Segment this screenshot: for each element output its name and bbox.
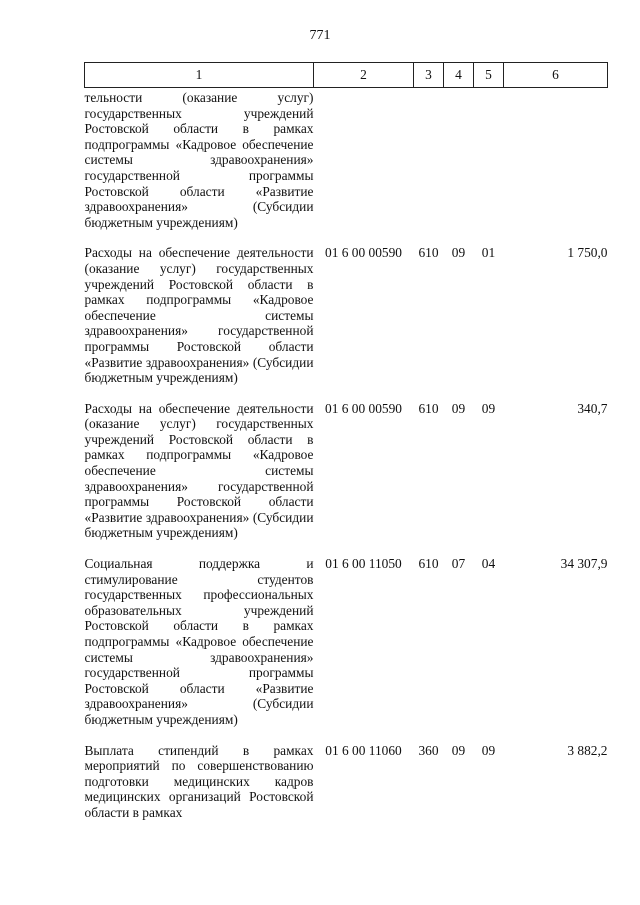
table-header-row [85,63,608,88]
table-row [85,245,608,400]
row-col-3: 610 [418,245,439,261]
page-number: 771 [309,28,331,43]
row-code: 01 6 00 00590 [325,245,402,261]
row-amount [504,88,608,246]
row-description: Выплата стипендий в рамках мероприятий по совершенствованию подготовки медицинских кадров медицинских организаций Ростовской области в рамках [84,742,314,820]
row-description: тельности (оказание услуг) государственных учреждений Ростовской области в рамках подпрограммы «Кадровое обеспечение системы здравоохранения» государственной программы Ростовской области «Развитие здравоохранения» (Субсидии бюджетным учреждениям) [84,90,314,230]
row-description: Социальная поддержка и стимулирование студентов государственных профессиональных образовательных учреждений Ростовской области в рамках подпрограммы «Кадровое обеспечение системы здравоохранения» государственной программы Ростовской области «Развитие здравоохранения» (Субсидии бюджетным учреждениям) [84,556,314,727]
row-col-3: 610 [418,400,439,416]
row-col-3: 360 [418,742,439,758]
row-code: 01 6 00 11060 [325,742,402,758]
row-amount: 1 750,0 [567,245,608,261]
header-col-1: 1 [85,63,314,88]
row-amount: 3 882,2 [567,742,608,758]
row-col-3: 610 [418,556,439,572]
row-col-5: 09 [481,400,496,416]
budget-table [84,62,608,821]
row-col-4: 09 [451,742,466,758]
row-col-4 [444,88,474,246]
row-col-5 [474,88,504,246]
row-code [314,88,414,246]
row-description: Расходы на обеспечение деятельности (оказание услуг) государственных учреждений Ростовской области в рамках подпрограммы «Кадровое обеспечение системы здравоохранения» государственной программы Ростовской области «Развитие здравоохранения» (Субсидии бюджетным учреждениям) [84,400,314,541]
header-col-6: 6 [504,63,608,88]
row-col-5: 04 [481,556,496,572]
row-amount: 340,7 [577,400,608,416]
row-col-5: 09 [481,742,496,758]
row-description: Расходы на обеспечение деятельности (оказание услуг) государственных учреждений Ростовской области в рамках подпрограммы «Кадровое обеспечение системы здравоохранения» государственной программы Ростовской области «Развитие здравоохранения» (Субсидии бюджетным учреждениям) [84,245,314,386]
header-col-5: 5 [474,63,504,88]
header-col-2: 2 [314,63,414,88]
row-col-4: 07 [451,556,466,572]
header-col-3: 3 [414,63,444,88]
row-code: 01 6 00 00590 [325,400,402,416]
table-row [85,401,608,556]
table-row [85,88,608,246]
table-row [85,743,608,821]
row-col-5: 01 [481,245,496,261]
row-col-3 [414,88,444,246]
row-col-4: 09 [451,400,466,416]
row-col-4: 09 [451,245,466,261]
row-code: 01 6 00 11050 [325,556,402,572]
header-col-4: 4 [444,63,474,88]
row-amount: 34 307,9 [560,556,608,572]
table-row [85,556,608,743]
